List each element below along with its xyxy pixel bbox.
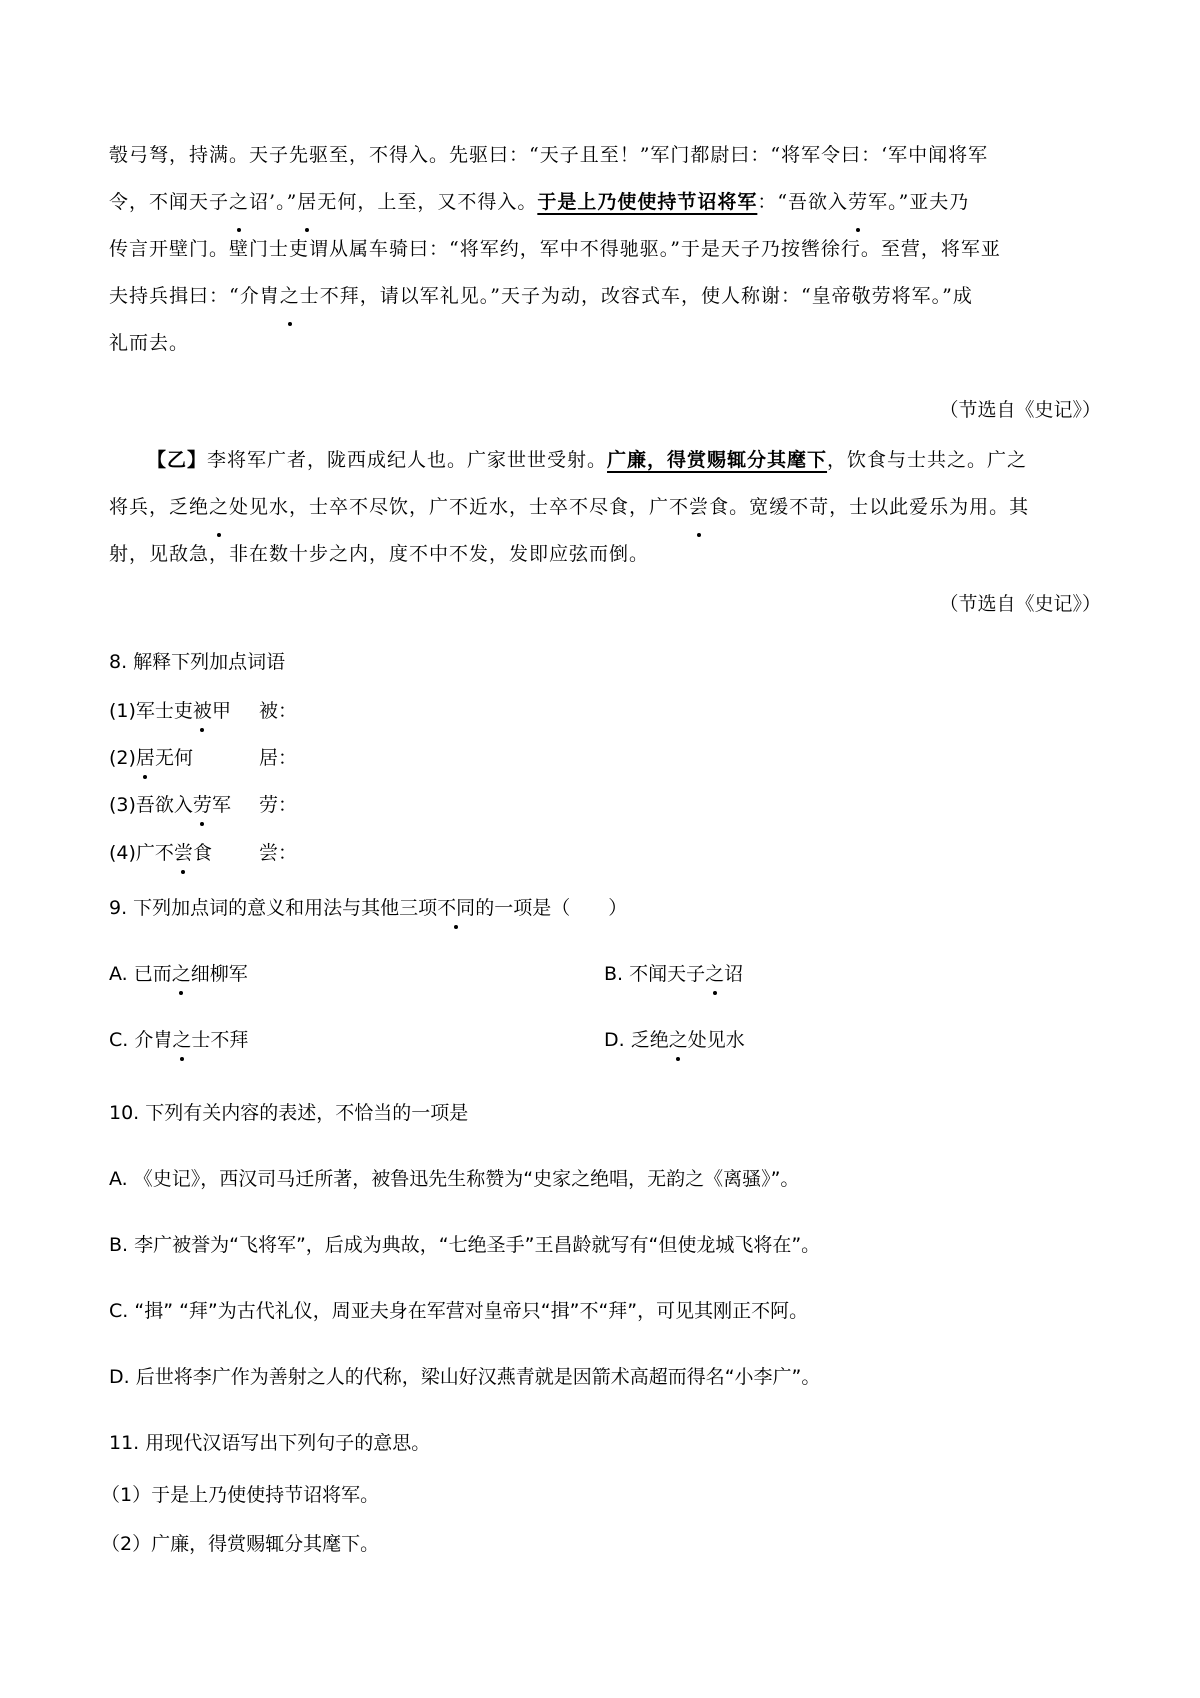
- question-11-title: 11. 用现代汉语写出下列句子的意思。: [109, 1432, 431, 1454]
- q11-item-1: （1）于是上乃使使持节诏将军。: [101, 1484, 380, 1506]
- dotted-word: 尝: [689, 484, 709, 531]
- text: 令，不闻天子: [109, 191, 230, 213]
- q11-item-2: （2）广廉，得赏赐辄分其麾下。: [101, 1533, 380, 1555]
- text: 9. 下列加点词的意义和用法与其他三项: [109, 897, 438, 919]
- text: (4)广不: [109, 842, 174, 864]
- dotted-word: 被: [193, 696, 212, 726]
- answer-label: 被：: [259, 700, 298, 722]
- dotted-word: 之: [705, 959, 724, 989]
- dotted-word: 之: [280, 273, 300, 320]
- text: 细柳军: [190, 963, 248, 985]
- text: 无何: [154, 747, 193, 769]
- q8-item: [109, 696, 297, 726]
- text: A. 已而: [109, 963, 172, 985]
- text: 诏: [724, 963, 744, 985]
- dotted-word: 之: [172, 959, 191, 989]
- text: 甲: [211, 700, 231, 722]
- passage-jia-line: [109, 273, 1101, 320]
- answer-label: 劳：: [259, 794, 298, 816]
- passage-yi-source: （节选自《史记》）: [939, 593, 1101, 615]
- q8-item: [109, 838, 297, 868]
- passage-yi-line: [109, 484, 1101, 531]
- underlined-sentence: 于是上乃使使持节诏将军: [537, 191, 758, 213]
- text: 食。宽缓不苛，士以此爱乐为用。其: [709, 496, 1030, 518]
- text: (3)吾欲入: [109, 794, 193, 816]
- passage-jia-line: [109, 132, 1101, 179]
- text: 处见水: [687, 1029, 745, 1051]
- dotted-word: 居: [136, 743, 155, 773]
- q10-option-d: D. 后世将李广作为善射之人的代称，梁山好汉燕青就是因箭术高超而得名“小李广”。: [109, 1366, 821, 1388]
- q8-item: [109, 743, 297, 773]
- q9-option-a: [109, 959, 248, 989]
- q10-option-b: B. 李广被誉为“飞将军”，后成为典故，“七绝圣手”王昌龄就写有“但使龙城飞将在”。: [109, 1234, 821, 1256]
- text: 军。”亚夫乃: [868, 191, 970, 213]
- passage-yi: [109, 437, 1101, 578]
- text: 士不拜: [191, 1029, 249, 1051]
- dotted-word: 尝: [174, 838, 193, 868]
- text: 礼而去。: [109, 332, 190, 354]
- passage-jia-line: [109, 320, 1101, 367]
- q10-option-c: C. “揖” “拜”为古代礼仪，周亚夫身在军营对皇帝只“揖”不“拜”，可见其刚正不阿。: [109, 1300, 809, 1322]
- q9-option-c: [109, 1025, 248, 1055]
- text: 彀弓弩，持满。天子先驱至，不得入。先驱曰：“天子且至！”军门都尉曰：“将军令曰：‘军中闻将军: [109, 144, 989, 166]
- text: B. 不闻天子: [604, 963, 706, 985]
- q8-item: [109, 790, 297, 820]
- text: 射，见敌急，非在数十步之内，度不中不发，发即应弦而倒。: [109, 543, 650, 565]
- question-8-title: 8. 解释下列加点词语: [109, 651, 286, 673]
- dotted-word: 劳: [193, 790, 212, 820]
- text: ：“吾欲入: [757, 191, 849, 213]
- passage-jia-line: [109, 226, 1101, 273]
- text: 李将军广者，陇西成纪人也。广家世世受射。: [207, 449, 608, 471]
- q10-option-a: A. 《史记》，西汉司马迁所著，被鲁迅先生称赞为“史家之绝唱，无韵之《离骚》”。: [109, 1168, 800, 1190]
- dotted-word: 之: [669, 1025, 688, 1055]
- dotted-word: 劳: [848, 179, 868, 226]
- text: 诏’。”: [249, 191, 298, 213]
- answer-label: 居：: [259, 747, 298, 769]
- text: ，饮食与士共之。广之: [827, 449, 1028, 471]
- passage-jia-line: [109, 179, 1101, 226]
- passage-jia-source: （节选自《史记》）: [939, 399, 1101, 421]
- dotted-word: 居: [297, 179, 317, 226]
- text: 的一项是（ ）: [475, 897, 628, 919]
- text: C. 介胄: [109, 1029, 173, 1051]
- passage-jia: [109, 132, 1101, 367]
- text: 军: [211, 794, 231, 816]
- text: 食: [192, 842, 212, 864]
- text: 传言开壁门。壁门士吏谓从属车骑曰：“将军约，军中不得驰驱。”于是天子乃按辔徐行。至营，将军亚: [109, 238, 1001, 260]
- dotted-word: 之: [172, 1025, 191, 1055]
- question-10-title: 10. 下列有关内容的表述，不恰当的一项是: [109, 1102, 469, 1124]
- text: D. 乏绝: [604, 1029, 669, 1051]
- dotted-word: 之: [209, 484, 229, 531]
- dotted-word: 不同: [437, 893, 475, 923]
- text: 无何，上至，又不得入。: [317, 191, 538, 213]
- underlined-sentence: 广廉，得赏赐辄分其麾下: [607, 449, 828, 471]
- passage-label: 【乙】: [147, 449, 208, 471]
- text: 夫持兵揖曰：“介胄: [109, 285, 280, 307]
- dotted-word: 之: [229, 179, 249, 226]
- answer-label: 尝：: [259, 842, 298, 864]
- text: (1)军士吏: [109, 700, 193, 722]
- text: (2): [109, 747, 136, 769]
- passage-yi-line: [109, 531, 1101, 578]
- text: 士不拜，请以军礼见。”天子为动，改容式车，使人称谢：“皇帝敬劳将军。”成: [299, 285, 973, 307]
- text: 处见水，士卒不尽饮，广不近水，士卒不尽食，广不: [229, 496, 690, 518]
- q9-option-d: [604, 1025, 745, 1055]
- question-9-title: [109, 893, 627, 923]
- passage-yi-line: [109, 437, 1101, 484]
- text: 将兵，乏绝: [109, 496, 210, 518]
- q9-option-b: [604, 959, 743, 989]
